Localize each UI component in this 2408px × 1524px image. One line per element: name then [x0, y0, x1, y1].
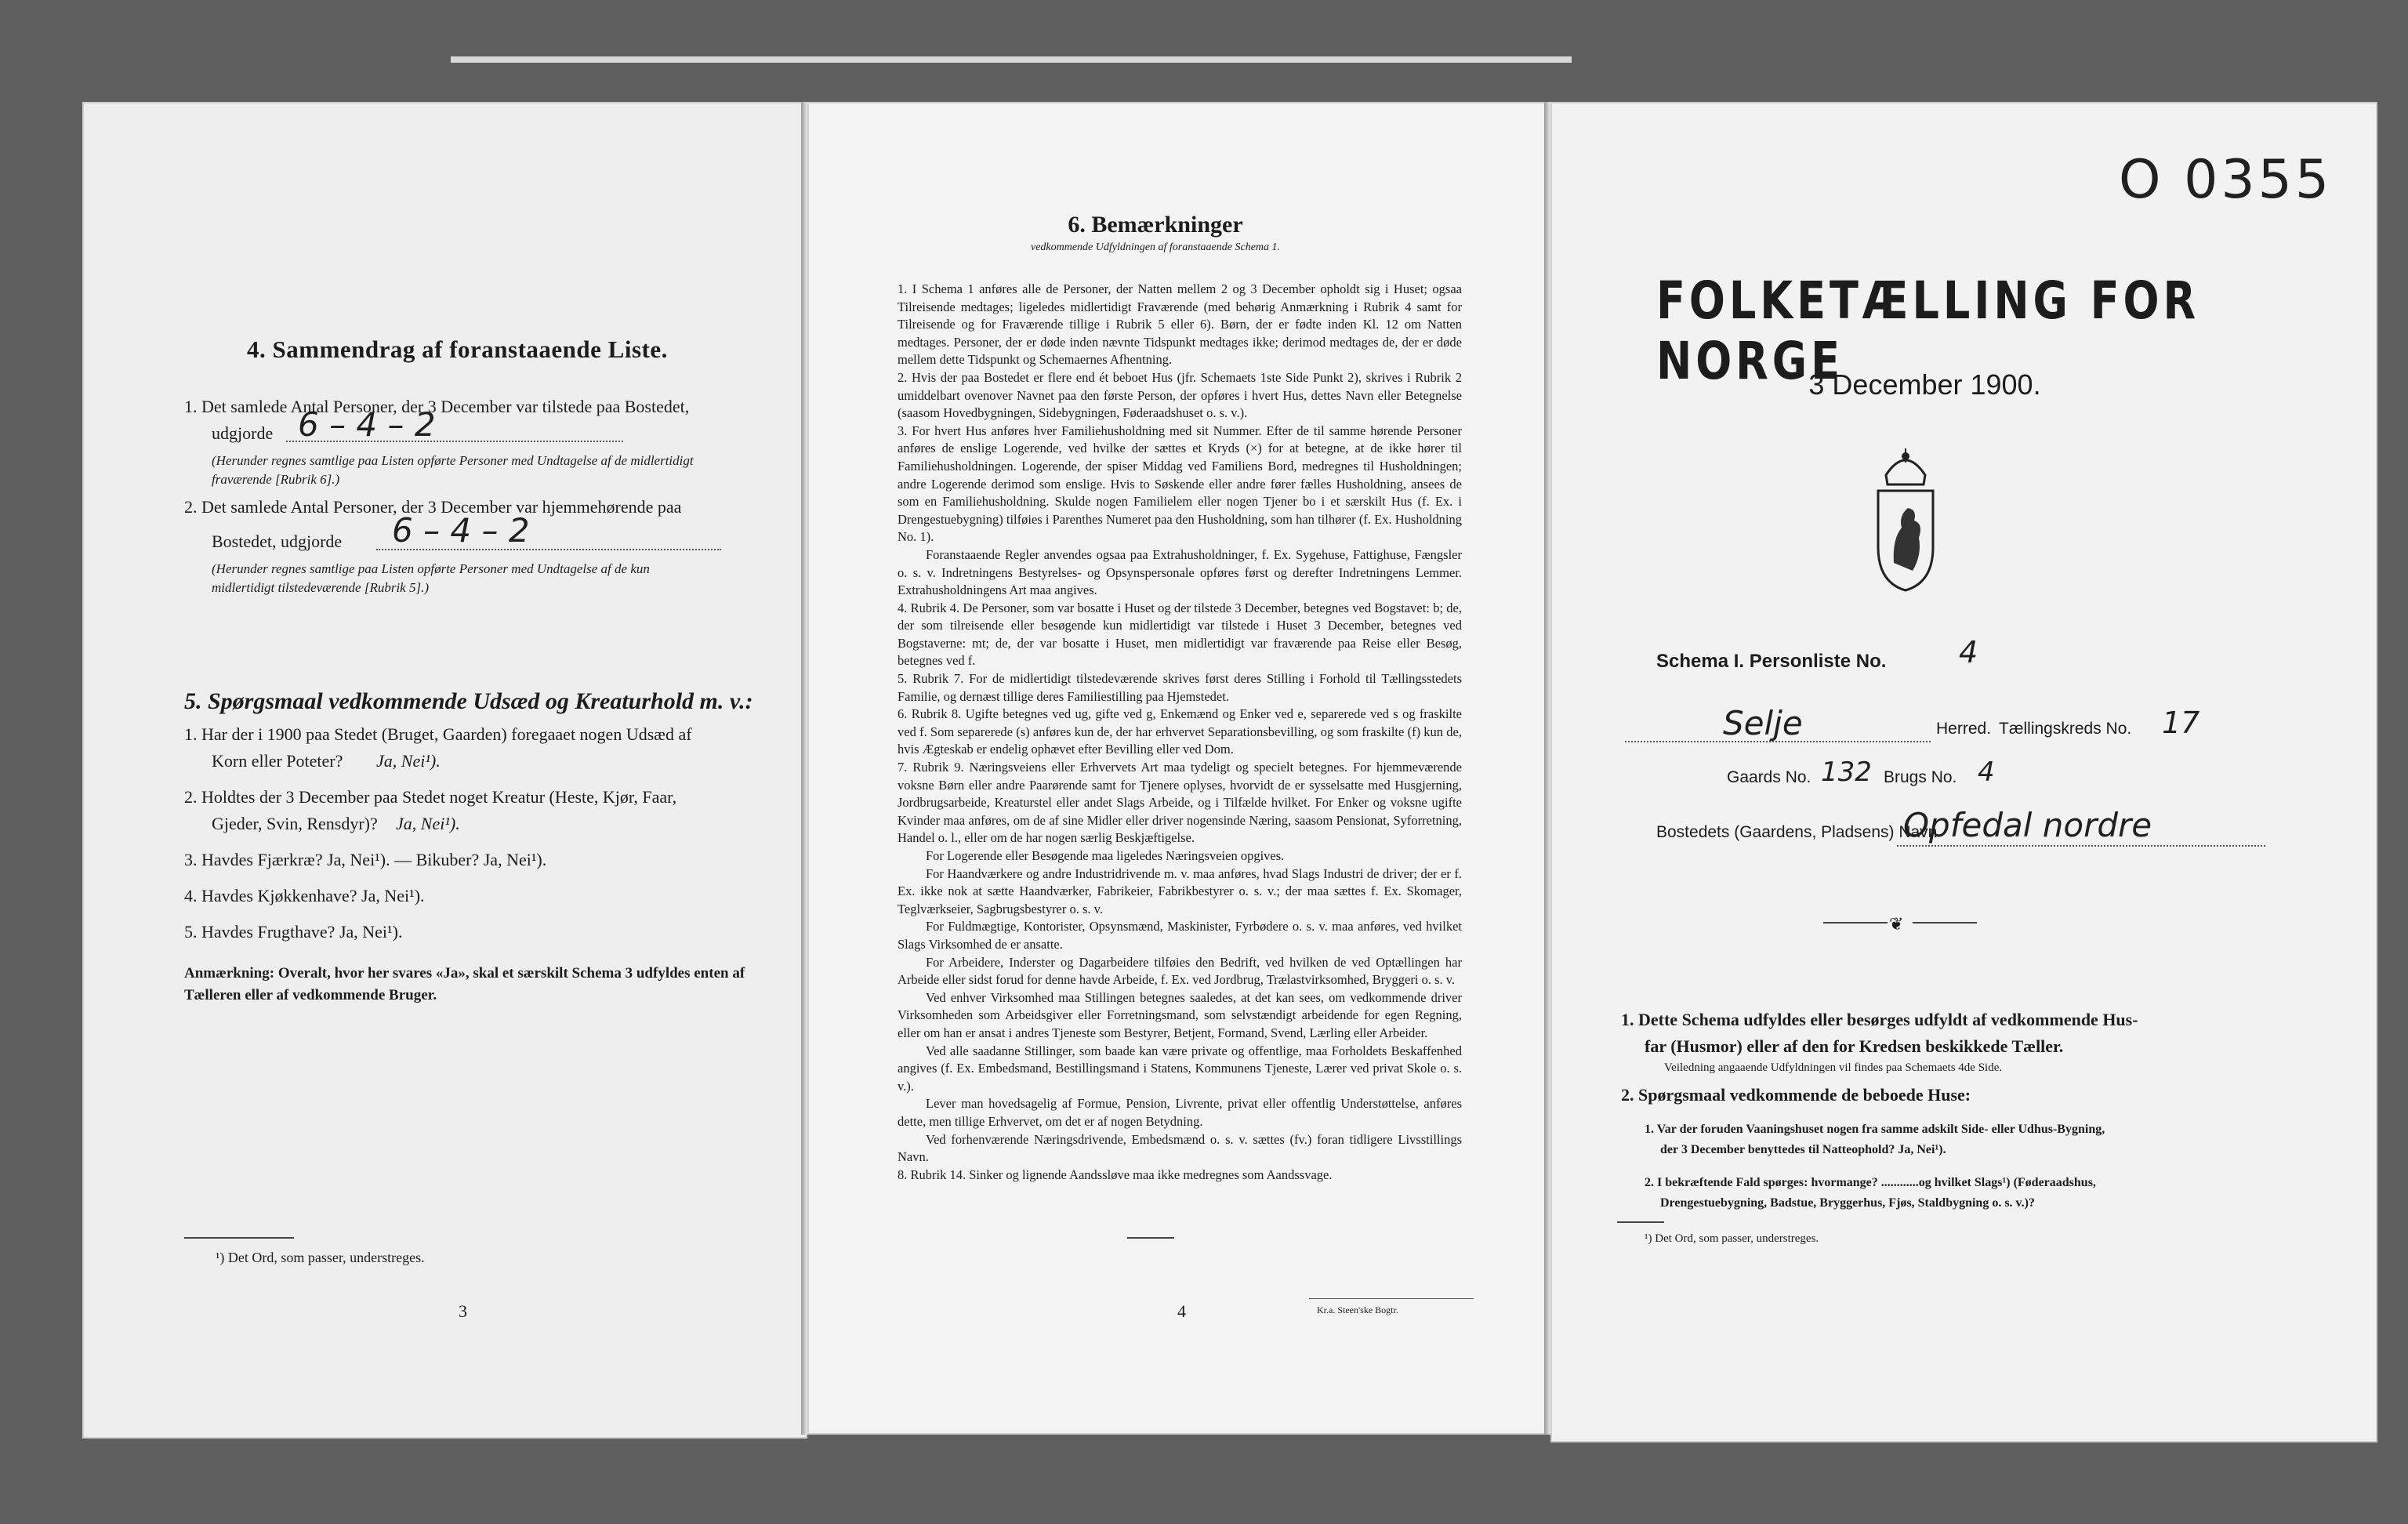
- section5-title: 5. Spørgsmaal vedkommende Udsæd og Kreaturhold m. v.:: [184, 688, 753, 714]
- middle-page-number: 4: [1177, 1301, 1186, 1321]
- q1-note1: (Herunder regnes samtlige paa Listen opførte Personer med Undtagelse af de midlertidigt: [212, 453, 694, 468]
- q1-handwritten: 6 – 4 – 2: [298, 405, 436, 444]
- bleed-through: [129, 210, 788, 257]
- kreds-label: Tællingskreds No.: [1999, 720, 2132, 738]
- remark-7g: Ved alle saadanne Stillinger, som baade kan være private og offentlige, maa Forholdets Beskaffenhed angives (f. Ex. Embedsmand, Bestillingsmand i Statens, Kommunens Tjeneste, Lærer ved privat Skole o. s. v.).: [898, 1043, 1462, 1094]
- herred-handwritten: Selje: [1723, 704, 1803, 742]
- instruction-2-2-line2: Drengestuebygning, Badstue, Bryggerhus, Fjøs, Staldbygning o. s. v.)?: [1660, 1196, 2035, 1210]
- instruction-2-1-line1: 1. Var der foruden Vaaningshuset nogen fra samme adskilt Side- eller Udhus-Bygning,: [1645, 1123, 2105, 1136]
- coat-of-arms-icon: [1862, 445, 1949, 594]
- brugs-label: Brugs No.: [1884, 768, 1957, 786]
- s4-line: 4. Havdes Kjøkkenhave? Ja, Nei¹).: [184, 886, 425, 905]
- s1-answer: Ja, Nei¹).: [376, 751, 441, 771]
- remark-8: 8. Rubrik 14. Sinker og lignende Aandssløve maa ikke medregnes som Aandssvage.: [898, 1167, 1333, 1182]
- s2-line2: Gjeder, Svin, Rensdyr)?: [212, 814, 378, 833]
- remarks-title: 6. Bemærkninger: [1068, 212, 1243, 238]
- ornament-rule-right: [1913, 922, 1977, 923]
- remark-7b: For Logerende eller Besøgende maa ligeledes Næringsveien opgives.: [926, 848, 1285, 863]
- bosted-fill-line: [1897, 845, 2265, 847]
- q1-line2: udgjorde: [212, 423, 274, 443]
- section4-title: 4. Sammendrag af foranstaaende Liste.: [247, 336, 668, 363]
- instruction-1-line1: 1. Dette Schema udfyldes eller besørges udfyldt af vedkommende Hus-: [1621, 1010, 2138, 1029]
- ornament-rule-left: [1823, 922, 1888, 923]
- kreds-handwritten: 17: [2162, 706, 2200, 740]
- herred-label: Herred.: [1936, 720, 1992, 738]
- left-page: [82, 102, 807, 1439]
- remark-5: 5. Rubrik 7. For de midlertidigt tilstedeværende skrives først deres Stilling i Forhold til Tællingsstedets Familie, og dernæst tillige deres Familiestilling paa Hjemstedet.: [898, 671, 1462, 704]
- remark-3: 3. For hvert Hus anføres hver Familiehusholdning med sit Nummer. Efter de til samme hørende Personer anføres de enslige Logerende, ved hvilke der sættes et Kryds (×) for at betegne, at de ikke hører til Familiehusholdningen. Logerende, der spiser Middag ved Familiens Bord, medregnes til Husholdningen; andre Logerende derimod som enslige. Hvis to Søskende eller andre fører fælles Husholdning, ansees de som en Familiehusholdning. Skulde nogen Familielem eller nogen Tjener bo i et særskilt Hus (f. Ex. i Drengestuebygning) tilføies i Parenthes Numeret paa den Husholdning, som han tilhører (f. Ex. Husholdning No. 1).: [898, 423, 1462, 545]
- printer-rule: [1309, 1298, 1474, 1299]
- left-footnote: ¹) Det Ord, som passer, understreges.: [216, 1250, 425, 1265]
- q2-note2: midlertidigt tilstedeværende [Rubrik 5].): [212, 580, 429, 595]
- remarks-subtitle: vedkommende Udfyldningen af foranstaaende Schema 1.: [1030, 241, 1281, 253]
- instruction-1-line2: far (Husmor) eller af den for Kredsen beskikkede Tæller.: [1645, 1036, 2064, 1056]
- remark-7f: Ved enhver Virksomhed maa Stillingen betegnes saaledes, at det kan sees, om vedkommende driver Virksomheden som Arbeidsgiver eller Forretningsmand, som selvstændigt arbeidende for egen Regning, eller om han er ansat i andres Tjeneste som Bestyrer, Betjent, Formand, Svend, Lærling eller Arbeider.: [898, 989, 1462, 1040]
- binding-strip: [451, 56, 1572, 63]
- brugs-handwritten: 4: [1978, 757, 1995, 788]
- remark-4: 4. Rubrik 4. De Personer, som var bosatte i Huset og der tilstede 3 December, betegnes ved Bogstavet: b; de, der som tilreisende eller besøgende kun midlertidigt var tilstede i Huset 3 December, betegnes ved Bogstaverne: mt; de, der var bosatte i Huset, men midlertidigt var fraværende paa Reise eller Besøg, betegnes ved f.: [898, 600, 1462, 669]
- right-footnote-rule: [1617, 1221, 1664, 1223]
- footnote-rule: [184, 1237, 294, 1239]
- q2-line1: 2. Det samlede Antal Personer, der 3 December var hjemmehørende paa: [184, 497, 682, 517]
- remark-3b: Foranstaaende Regler anvendes ogsaa paa Extrahusholdninger, f. Ex. Sygehuse, Fattighuse, Fængsler o. s. v. Indretningens Bestyrelses- og Opsynspersonale opføres først og derefter Indretningens Lemmer. Extrahusholdningens Art maa angives.: [898, 546, 1462, 598]
- instruction-2: 2. Spørgsmaal vedkommende de beboede Huse:: [1621, 1085, 1971, 1105]
- q1-line1: 1. Det samlede Antal Personer, der 3 December var tilstede paa Bostedet,: [184, 397, 690, 416]
- census-date: 3 December 1900.: [1808, 368, 2041, 401]
- bosted-handwritten: Opfedal nordre: [1903, 806, 2152, 844]
- census-title: FOLKETÆLLING FOR NORGE: [1656, 270, 2200, 391]
- remarks-body: [898, 281, 1462, 1184]
- s1-line1: 1. Har der i 1900 paa Stedet (Bruget, Gaarden) foregaaet nogen Udsæd af: [184, 724, 692, 744]
- instruction-1-note: Veiledning angaaende Udfyldningen vil findes paa Schemaets 4de Side.: [1664, 1061, 2003, 1074]
- remark-2: 2. Hvis der paa Bostedet er flere end ét beboet Hus (jfr. Schemaets 1ste Side Punkt 2), skrives i Rubrik 2 umiddelbart ovenover Navnet paa den første Person, der opføres i hvert Hus, dettes Navn eller Betegnelse (saasom Hovedbygningen, Sidebygningen, Føderaadshuset o. s. v.).: [898, 369, 1462, 421]
- s1-line2: Korn eller Poteter?: [212, 751, 343, 771]
- right-footnote: ¹) Det Ord, som passer, understreges.: [1645, 1232, 1819, 1245]
- bosted-label: Bostedets (Gaardens, Pladsens) Navn: [1656, 823, 1938, 841]
- instruction-2-1-line2: der 3 December benyttedes til Natteophold? Ja, Nei¹).: [1660, 1143, 1946, 1156]
- q2-line2: Bostedet, udgjorde: [212, 532, 343, 551]
- archive-ref: O 0355: [2119, 149, 2333, 211]
- gaards-handwritten: 132: [1821, 757, 1872, 788]
- s2-answer: Ja, Nei¹).: [396, 814, 460, 833]
- left-page-number: 3: [459, 1301, 467, 1321]
- s3-line: 3. Havdes Fjærkræ? Ja, Nei¹). — Bikuber? Ja, Nei¹).: [184, 850, 547, 869]
- q1-note2: fraværende [Rubrik 6].): [212, 472, 340, 487]
- s2-line1: 2. Holdtes der 3 December paa Stedet noget Kreatur (Heste, Kjør, Faar,: [184, 787, 677, 807]
- remark-1: 1. I Schema 1 anføres alle de Personer, der Natten mellem 2 og 3 December opholdt sig i Huset; ogsaa Tilreisende medtages; ligeledes midlertidigt Fraværende (med behørig Anmærkning i Rubrik 4 samt for Tilreisende og for Fraværende tillige i Rubrik 5 eller 6). Børn, der er fødte inden Kl. 12 om Natten medtages. Personer, der er døde inden nævnte Tidspunkt medtages ikke; derimod medtages de, der er døde mellem dette Tidspunkt og Schemaernes Afhentning.: [898, 281, 1462, 368]
- remarks-end-rule: [1127, 1237, 1174, 1239]
- schema-label: Schema I. Personliste No.: [1656, 651, 1887, 672]
- remark-6: 6. Rubrik 8. Ugifte betegnes ved ug, gifte ved g, Enkemænd og Enker ved e, separerede ved s og fraskilte ved f. Som separerede (s) anføres kun de, der har erhvervet Separationsbevilling, og som fraskilte (f) kun de, hvis Ægteskab er endelig ophævet efter Bevilling eller ved Dom.: [898, 706, 1462, 757]
- printer-mark: Kr.a. Steen'ske Bogtr.: [1317, 1304, 1398, 1315]
- remark-7: 7. Rubrik 9. Næringsveiens eller Erhvervets Art maa tydeligt og specielt betegnes. For hjemmeværende voksne Børn eller andre Paarørende samt for Tjenere oplyses, hvorvidt de er sysselsatte med Husgjerning, Jordbrugsarbeide, Kreaturstel eller andet Slags Arbeide, og i Tilfælde hvilket. For Enker og voksne ugifte Kvinder maa anføres, om de af sine Midler eller driver nogensinde Næring, saasom Pensionat, Syforretning, Handel o. l., eller om de har nogen særlig Beskjæftigelse.: [898, 760, 1462, 846]
- middle-page: [807, 102, 1550, 1435]
- right-page: [1550, 102, 2377, 1442]
- remark-line1: Anmærkning: Overalt, hvor her svares «Ja», skal et særskilt Schema 3 udfyldes enten af: [184, 965, 745, 982]
- remark-7d: For Fuldmægtige, Kontorister, Opsynsmænd, Maskinister, Fyrbødere o. s. v. maa anføres, ved hvilket Slags Virksomhed de er ansatte.: [898, 919, 1462, 952]
- remark-7e: For Arbeidere, Inderster og Dagarbeidere tilføies den Bedrift, ved hvilken de ved Optællingen har Arbeide eller sidst forud for denne havde Arbeide, f. Ex. ved Jordbrug, Trælastvirksomhed, Bryggeri o. s. v.: [898, 954, 1462, 988]
- remark-7h: Lever man hovedsagelig af Formue, Pension, Livrente, privat eller offentlig Understøttelse, anføres dette, men tillige Erhvervet, om det er af nogen Betydning.: [898, 1096, 1462, 1129]
- instruction-2-2-line1: 2. I bekræftende Fald spørges: hvormange? ............og hvilket Slags¹) (Føderaadshus,: [1645, 1176, 2096, 1189]
- ornament-icon: ❦: [1889, 914, 1904, 934]
- q2-note1: (Herunder regnes samtlige paa Listen opførte Personer med Undtagelse af de kun: [212, 561, 650, 576]
- schema-number: 4: [1959, 635, 1978, 669]
- s5-line: 5. Havdes Frugthave? Ja, Nei¹).: [184, 922, 403, 942]
- remark-line2: Tælleren eller af vedkommende Bruger.: [184, 987, 437, 1003]
- q2-handwritten: 6 – 4 – 2: [392, 511, 530, 550]
- remark-7c: For Haandværkere og andre Industridrivende m. v. maa anføres, hvad Slags Industri de driver; der er f. Ex. ikke nok at sætte Haandværker, Fabrikeier, Fabrikbestyrer o. s. v.; der maa sættes f. Ex. Skomager, Teglværkseier, Sagbrugsbestyrer o. s. v.: [898, 865, 1462, 916]
- remark-7i: Ved forhenværende Næringsdrivende, Embedsmænd o. s. v. sættes (fv.) foran tidligere Livsstillings Navn.: [898, 1131, 1462, 1165]
- gaards-label: Gaards No.: [1727, 768, 1811, 786]
